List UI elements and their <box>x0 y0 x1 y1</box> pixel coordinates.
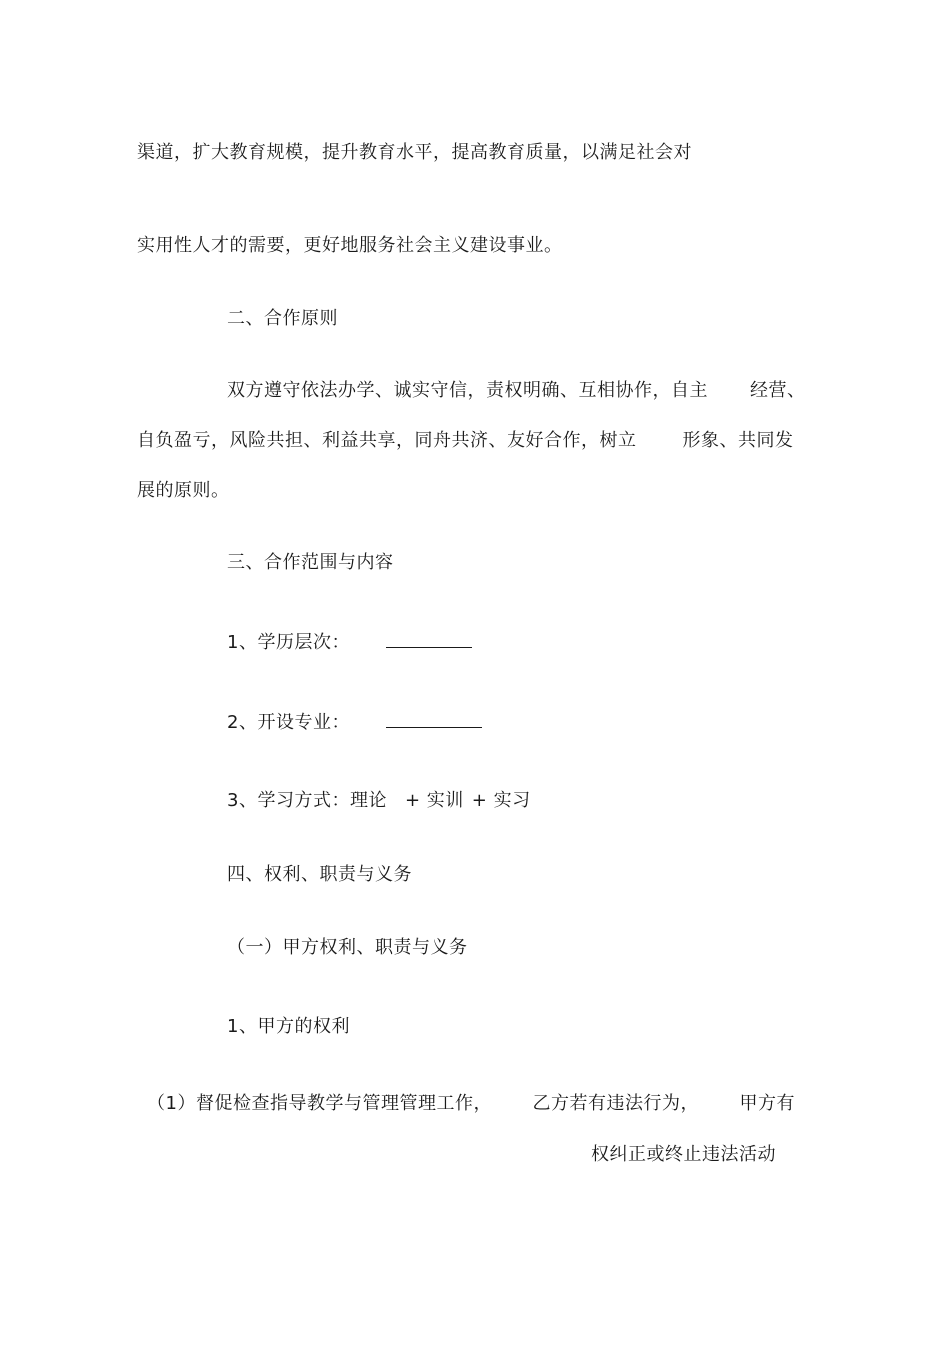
clause-1-line-2: 权纠正或终止违法活动 <box>591 1144 776 1165</box>
paragraph-2-line-2-part-a: 自负盈亏，风险共担、利益共享，同舟共济、友好合作，树立 <box>137 430 637 451</box>
item-majors-label: 2、开设专业： <box>227 712 350 733</box>
clause-1-part-b: 乙方若有违法行为， <box>532 1093 699 1114</box>
paragraph-2-line-1 <box>227 379 806 403</box>
item-study-mode <box>227 789 531 813</box>
paragraph-1-line-1: 渠道，扩大教育规模，提升教育水平，提高教育质量，以满足社会对 <box>137 142 692 163</box>
clause-1-line-1 <box>147 1092 795 1116</box>
subsection-party-a: （一）甲方权利、职责与义务 <box>227 937 468 958</box>
paragraph-2-line-1-part-b: 经营、 <box>750 380 806 401</box>
majors-blank <box>386 709 482 728</box>
item-study-mode-label: 3、学习方式：理论 <box>227 790 387 811</box>
clause-1-part-a: （1）督促检查指导教学与管理管理工作， <box>147 1093 492 1114</box>
paragraph-2-line-1-part-a: 双方遵守依法办学、诚实守信，责权明确、互相协作，自主 <box>227 380 708 401</box>
study-mode-training: + 实训 <box>404 790 464 811</box>
study-mode-internship: + 实习 <box>471 790 531 811</box>
section-heading-scope: 三、合作范围与内容 <box>227 552 394 573</box>
education-level-blank <box>386 629 472 648</box>
paragraph-2-line-3: 展的原则。 <box>137 480 230 501</box>
section-heading-rights: 四、权利、职责与义务 <box>227 864 412 885</box>
item-education-level-label: 1、学历层次： <box>227 632 350 653</box>
subsection-party-a-rights: 1、甲方的权利 <box>227 1016 350 1037</box>
clause-1-part-c: 甲方有 <box>739 1093 795 1114</box>
section-heading-principles: 二、合作原则 <box>227 308 338 329</box>
item-education-level <box>227 629 472 655</box>
paragraph-2-line-2 <box>137 429 794 453</box>
item-majors <box>227 709 482 735</box>
paragraph-2-line-2-part-b: 形象、共同发 <box>682 430 794 451</box>
paragraph-1-line-2: 实用性人才的需要，更好地服务社会主义建设事业。 <box>137 235 563 256</box>
